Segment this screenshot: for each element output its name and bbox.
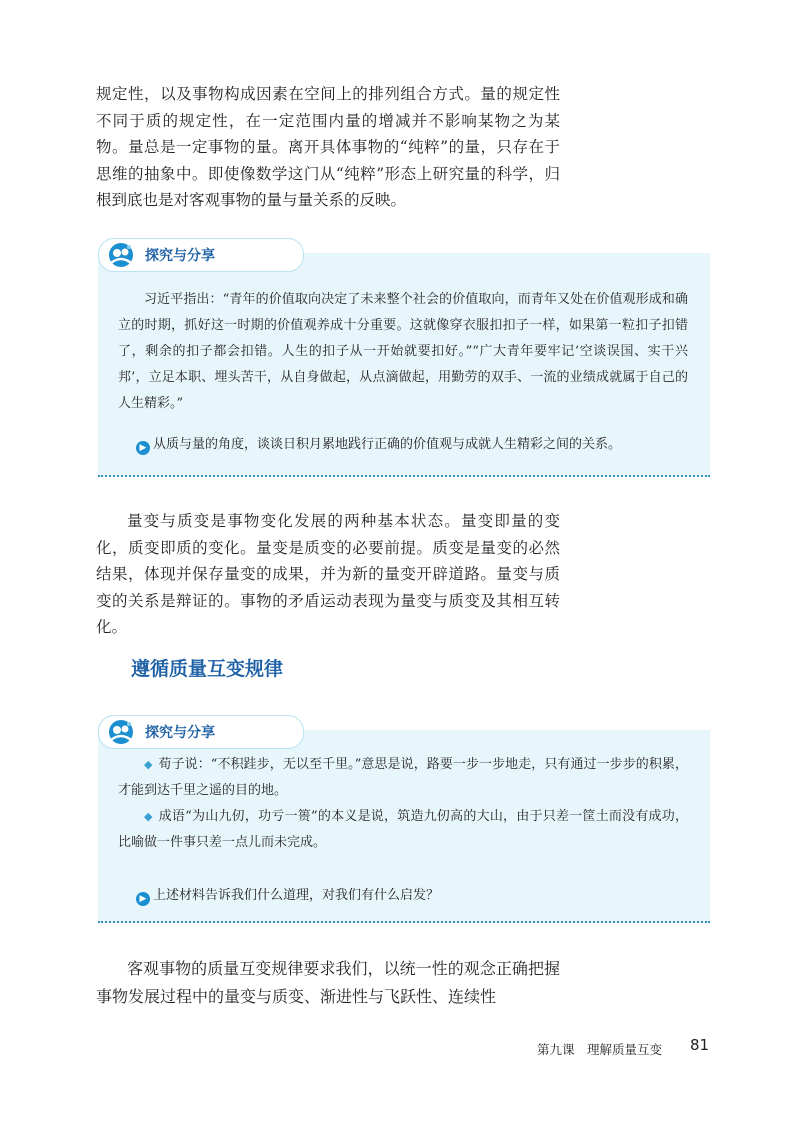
arrow-circle-icon: ▶ xyxy=(136,892,150,906)
box-materials xyxy=(118,752,688,856)
bullet-item xyxy=(118,752,688,804)
paragraph-quantity-definition: 规定性，以及事物构成因素在空间上的排列组合方式。量的规定性不同于质的规定性，在一定范围内量的增减并不影响某物之为某物。量总是一定事物的量。离开具体事物的“纯粹”的量，只存在于思维的抽象中。即使像数学这门从“纯粹”形态上研究量的科学，归根到底也是对客观事物的量与量关系的反映。 xyxy=(96,85,560,209)
discussion-icon xyxy=(107,718,135,746)
explore-share-tab xyxy=(98,715,304,749)
section-heading: 遵循质量互变规律 xyxy=(131,658,284,680)
xi-quote-text: 习近平指出：“青年的价值取向决定了未来整个社会的价值取向，而青年又处在价值观形成和确立的时期，抓好这一时期的价值观养成十分重要。这就像穿衣服扣扣子一样，如果第一粒扣子扣错了，剩余的扣子都会扣错。人生的扣子从一开始就要扣好。”“广大青年要牢记‘空谈误国、实干兴邦’，立足本职、埋头苦干，从自身做起，从点滴做起，用勤劳的双手、一流的业绩成就属于自己的人生精彩。” xyxy=(118,292,688,411)
question-text: 上述材料告诉我们什么道理，对我们有什么启发？ xyxy=(153,888,440,903)
explore-share-box-2 xyxy=(98,725,710,923)
arrow-circle-icon: ▶ xyxy=(136,441,150,455)
explore-share-tab xyxy=(98,238,304,272)
diamond-icon: ◆ xyxy=(144,758,153,771)
paragraph-law-requirement: 客观事物的质量互变规律要求我们，以统一性的观念正确把握事物发展过程中的量变与质变、渐进性与飞跃性、连续性 xyxy=(96,959,560,1006)
question-text: 从质与量的角度，谈谈日积月累地践行正确的价值观与成就人生精彩之间的关系。 xyxy=(153,437,622,452)
paragraph-quantity-quality-change: 量变与质变是事物变化发展的两种基本状态。量变即量的变化，质变即质的变化。量变是质变的必要前提。质变是量变的必然结果，体现并保存量变的成果，并为新的量变开辟道路。量变与质变的关系是辩证的。事物的矛盾运动表现为量变与质变及其相互转化。 xyxy=(96,512,560,636)
box-title: 探究与分享 xyxy=(145,725,215,741)
discussion-question xyxy=(136,884,439,906)
discussion-question xyxy=(136,433,621,455)
discussion-icon xyxy=(107,241,135,269)
bullet-text: 荀子说：“不积跬步，无以至千里。”意思是说，路要一步一步地走，只有通过一步步的积累，才能到达千里之遥的目的地。 xyxy=(118,757,688,798)
page-number: 81 xyxy=(690,1036,710,1054)
bullet-item xyxy=(118,804,688,856)
diamond-icon: ◆ xyxy=(144,810,153,823)
box-title: 探究与分享 xyxy=(145,248,215,264)
explore-share-box-1 xyxy=(98,248,710,477)
bullet-text: 成语“为山九仞，功亏一篑”的本义是说，筑造九仞高的大山，由于只差一筐土而没有成功，比喻做一件事只差一点儿而未完成。 xyxy=(118,809,688,850)
chapter-footer: 第九课 理解质量互变 xyxy=(537,1042,663,1057)
